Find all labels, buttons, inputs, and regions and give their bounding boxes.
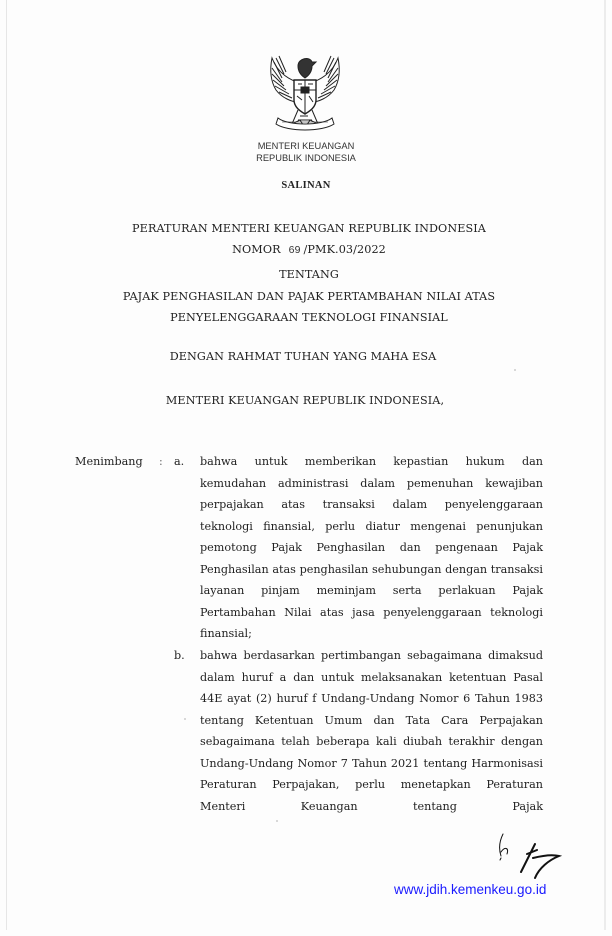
scan-speck xyxy=(184,718,186,720)
item-text-b: bahwa berdasarkan pertimbangan sebagaimana dimaksud dalam huruf a dan untuk melaksanakan ketentuan Pasal 44E ayat (2) huruf f Undang-Undang Nomor 6 Tahun 1983 tentang Ketentuan Umum dan Tata Cara Perpajakan sebagaimana telah beberapa kali diubah terakhir dengan Undang-Undang Nomor 7 Tahun 2021 tentang Harmonisasi Peraturan Perpajakan, perlu menetapkan Peraturan Menteri Keuangan tentang Pajak xyxy=(200,649,543,813)
number-prefix: NOMOR xyxy=(232,243,281,256)
copy-label: SALINAN xyxy=(281,180,331,191)
regulation-title: PERATURAN MENTERI KEUANGAN REPUBLIK INDONESIA xyxy=(132,222,486,235)
page-edge-left xyxy=(6,0,7,930)
issuer: MENTERI KEUANGAN REPUBLIK INDONESIA, xyxy=(165,394,445,407)
scan-speck xyxy=(514,369,516,371)
subject-line-1: PAJAK PENGHASILAN DAN PAJAK PERTAMBAHAN NILAI ATAS xyxy=(122,290,496,303)
considerations-colon: : xyxy=(159,455,163,468)
page-edge-right xyxy=(604,0,606,930)
regulation-number xyxy=(0,243,612,256)
number-suffix: /PMK.03/2022 xyxy=(303,243,386,256)
considerations-label: Menimbang xyxy=(75,455,143,468)
scan-speck xyxy=(276,820,278,822)
institution-line-2: REPUBLIK INDONESIA xyxy=(256,153,356,163)
item-marker-a: a. xyxy=(174,455,185,468)
jdih-website-link[interactable]: www.jdih.kemenkeu.go.id xyxy=(394,882,547,897)
about-label: TENTANG xyxy=(279,268,339,281)
institution-line-1: MENTERI KEUANGAN xyxy=(257,141,355,151)
consideration-item-b xyxy=(200,645,543,817)
garuda-emblem-icon xyxy=(262,44,348,136)
item-marker-b: b. xyxy=(174,649,185,662)
consideration-item-a xyxy=(200,451,543,645)
number-value: 69 xyxy=(288,244,301,256)
item-text-a: bahwa untuk memberikan kepastian hukum dan kemudahan administrasi dalam pemenuhan kewajiban perpajakan atas transaksi dalam penyelenggaraan teknologi finansial, perlu diatur mengenai penunjukan pemotong Pajak Penghasilan dan pengenaan Pajak Penghasilan atas penghasilan sehubungan dengan transaksi layanan pinjam meminjam serta perlakuan Pajak Pertambahan Nilai atas jasa penyelenggaraan teknologi finansial; xyxy=(200,455,543,640)
invocation: DENGAN RAHMAT TUHAN YANG MAHA ESA xyxy=(169,350,437,363)
subject-line-2: PENYELENGGARAAN TEKNOLOGI FINANSIAL xyxy=(170,311,448,324)
signature-initials-icon xyxy=(497,828,562,888)
